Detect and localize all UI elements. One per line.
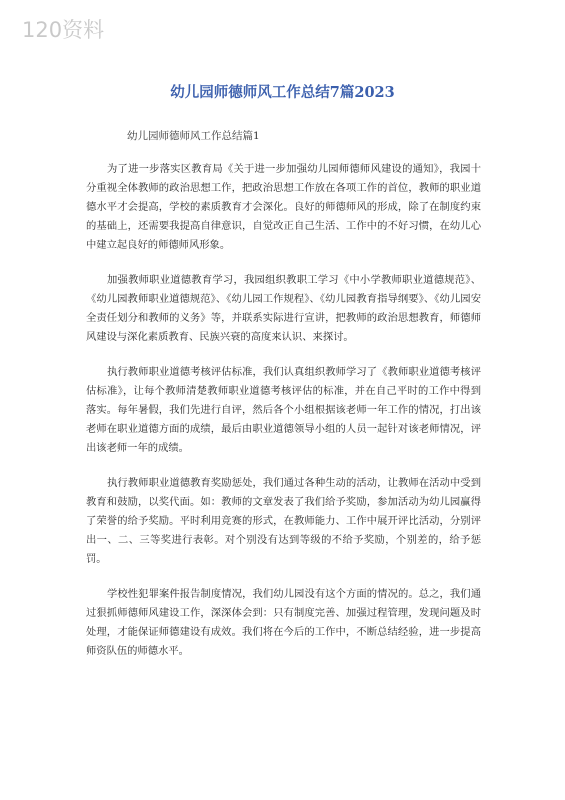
document-body: [86, 160, 481, 677]
paragraph: 为了进一步落实区教育局《关于进一步加强幼儿园师德师风建设的通知》，我园十分重视全体教师的政治思想工作，把政治思想工作放在各项工作的首位，教师的职业道德水平才会提高，学校的素质教育才会深化。良好的师德师风的形成，除了在制度约束的基础上，还需要我提高自律意识，自觉改正自己生活、工作中的不好习惯，在幼儿心中建立起良好的师德师风形象。: [86, 163, 481, 251]
paragraph: 执行教师职业道德考核评估标准，我们认真组织教师学习了《教师职业道德考核评估标准》，让每个教师清楚教师职业道德考核评估的标准，并在自己平时的工作中得到落实。每年暑假，我们先进行自评，然后各个小组根据该老师一年工作的情况，打出该老师在职业道德方面的成绩，最后由职业道德领导小组的人员一起针对该老师情况，评出该老师一年的成绩。: [86, 366, 481, 454]
document-title: 幼儿园师德师风工作总结7篇2023: [170, 84, 395, 101]
paragraph: 学校性犯罪案件报告制度情况，我们幼儿园没有这个方面的情况的。总之，我们通过狠抓师德师风建设工作，深深体会到：只有制度完善、加强过程管理，发现问题及时处理，才能保证师德建设有成效。我们将在今后的工作中，不断总结经验，进一步提高师资队伍的师德水平。: [86, 588, 481, 657]
paragraph: 加强教师职业道德教育学习，我园组织教职工学习《中小学教师职业道德规范》、《幼儿园教师职业道德规范》、《幼儿园工作规程》、《幼儿园教育指导纲要》、《幼儿园安全责任划分和教师的义务》等，并联系实际进行宣讲，把教师的政治思想教育，师德师风建设与深化素质教育、民族兴衰的高度来认识、来探讨。: [86, 274, 481, 343]
watermark: 120资料: [22, 18, 105, 42]
section-heading: 幼儿园师德师风工作总结篇1: [127, 130, 260, 142]
paragraph: 执行教师职业道德教育奖励惩处，我们通过各种生动的活动，让教师在活动中受到教育和鼓励，以奖代面。如：教师的文章发表了我们给予奖励，参加活动为幼儿园赢得了荣誉的给予奖励。平时利用竞赛的形式，在教师能力、工作中展开评比活动，分别评出一、二、三等奖进行表彰。对个别没有达到等级的不给予奖励，个别差的，给予惩罚。: [86, 477, 481, 565]
